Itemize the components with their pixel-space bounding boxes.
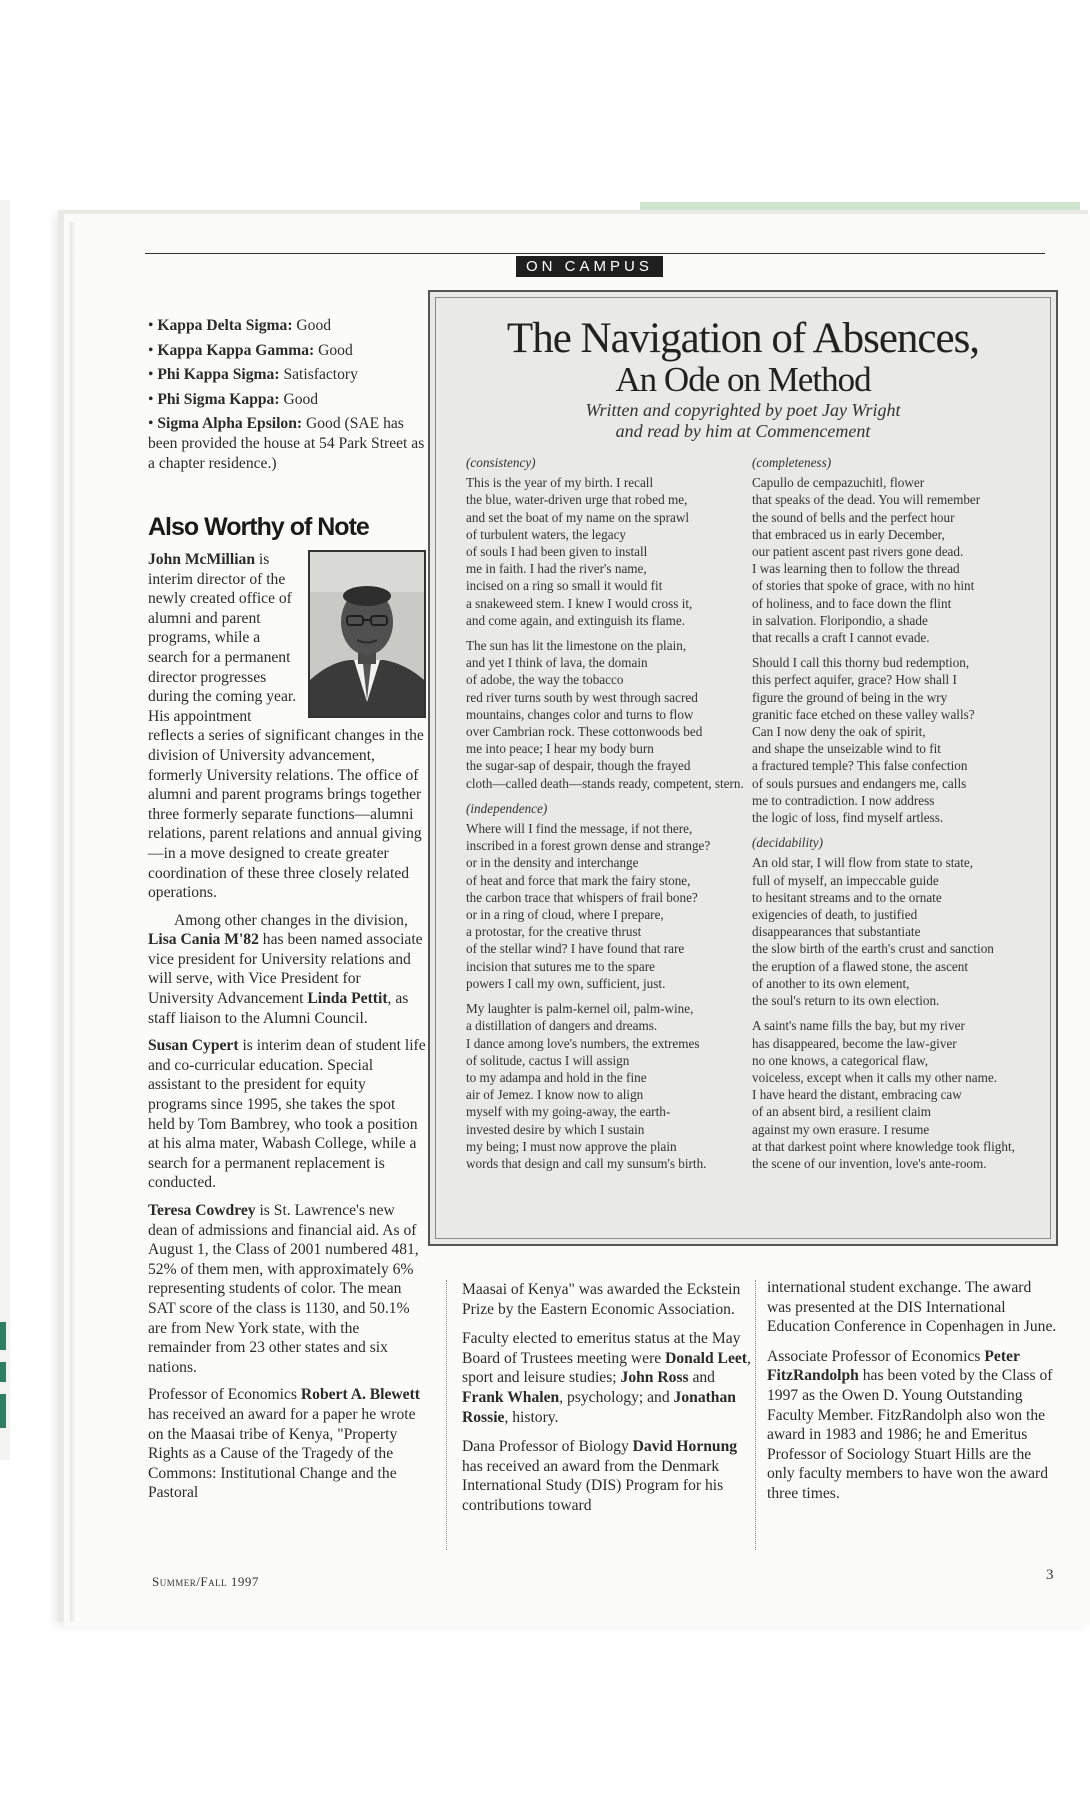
column-divider <box>446 1280 447 1550</box>
left-column <box>148 316 428 1502</box>
stanza-heading: (independence) <box>466 800 548 816</box>
column-divider <box>755 1280 756 1550</box>
stanza: A saint's name fills the bay, but my river has disappeared, become the law-giver no one knows, a categorical flaw, voiceless, except when it calls my other name. I have heard the distant, embracing caw of an absent bird, a resilient claim against my own erasure. I resume at that darkest point where knowledge took flight, the scene of our invention, love's ante-room. <box>752 1018 1015 1171</box>
poem-credit: Written and copyrighted by poet Jay Wright and read by him at Commencement <box>585 400 901 441</box>
paragraph: Dana Professor of Biology David Hornung has received an award from the Denmark International Study (DIS) Program for his contributions toward <box>462 1438 738 1514</box>
section-tag: ON CAMPUS <box>516 256 663 277</box>
also-worthy-body <box>148 550 426 1511</box>
stanza: This is the year of my birth. I recall the blue, water-driven urge that robed me, and set the boat of my name on the sprawl of turbulent waters, the legacy of souls I had been given to install me in faith. I had the river's name, incised on a ring so small it would fit a snakeweed stem. I knew I would cross it, and come again, and extinguish its flame. <box>466 475 693 628</box>
poem-subtitle: An Ode on Method <box>615 360 871 399</box>
person-photo-icon <box>310 552 424 716</box>
stanza-heading: (decidability) <box>752 835 824 851</box>
chapter-ratings-list <box>148 316 428 473</box>
stanza: An old star, I will flow from state to state, full of myself, an impeccable guide to hesitant streams and to the ornate exigencies of death, to justified disappearances that substantiate the slow birth of the earth's crust and sanction the eruption of a flawed stone, the ascent of another to its own element, the soul's return to its own election. <box>752 855 994 1009</box>
paragraph: Associate Professor of Economics Peter FitzRandolph has been voted by the Class of 1997 as the Owen D. Young Outstanding Faculty Member. FitzRandolph also won the award in 1983 and 1986; he and Emeritus Professor of Sociology Stuart Hills are the only faculty members to have won the award three times. <box>767 1347 1053 1502</box>
footer-issue: Summer/Fall 1997 <box>152 1574 259 1589</box>
portrait-photo <box>308 550 426 718</box>
page-number: 3 <box>1046 1567 1054 1583</box>
paragraph: John McMillian is interim director of the newly created office of alumni and parent programs, while a search for a permanent director progresses during the coming year. His appointment reflects a series of significant changes in the division of University advancement, formerly University relations. The office of alumni and parent programs brings together three formerly separate functions—alumni relations, parent relations and annual giving—in a move designed to create greater coordination of these three closely related operations. <box>148 551 424 902</box>
poem-box <box>428 290 1058 1246</box>
scan-green-edge <box>640 202 1080 214</box>
stanza: The sun has lit the limestone on the plain, and yet I think of lava, the domain of adobe, the way the tobacco red river turns south by west through sacred mountains, changes color and turns to flow over Cambrian rock. These cottonwoods bed me into peace; I hear my body burn the sugar-sap of despair, though the frayed cloth—called death—stands ready, competent, stern. <box>466 638 744 791</box>
top-rule <box>145 253 1045 254</box>
stanza: My laughter is palm-kernel oil, palm-wine, a distillation of dangers and dreams. I dance among love's numbers, the extremes of solitude, cactus I will assign to my adampa and hold in the fine air of Jemez. I know now to align myself with my going-away, the earth- invested desire by which I sustain my being; I must now approve the plain words that design and call my sunsum's birth. <box>466 1001 707 1171</box>
list-item: • Kappa Delta Sigma: Good <box>148 317 332 334</box>
scanner-edge <box>0 200 10 1460</box>
paragraph: Susan Cypert is interim dean of student life and co-curricular education. Special assistant to the president for equity programs since 1995, she takes the spot held by Tom Bambrey, who took a position at his alma mater, Wabash College, while a search for a permanent replacement is conducted. <box>148 1037 426 1192</box>
section-heading: Also Worthy of Note <box>148 513 369 541</box>
scanner-mark <box>0 1322 6 1350</box>
list-item: • Phi Sigma Kappa: Good <box>148 390 319 408</box>
stanza: Where will I find the message, if not there, inscribed in a forest grown dense and strange? or in the density and interchange of heat and force that mark the fairy stone, the carbon trace that whispers of frail bone? or in a ring of cloud, where I prepare, a protostar, for the creative thrust of the stellar wind? I have found that rare incision that sutures me to the spare powers I call my own, sufficient, just. <box>466 821 711 991</box>
list-item: • Kappa Kappa Gamma: Good <box>148 341 353 359</box>
poem-title: The Navigation of Absences, <box>506 315 980 362</box>
paragraph: Professor of Economics Robert A. Blewett has received an award for a paper he wrote on the Maasai tribe of Kenya, "Property Rights as a Cause of the Tragedy of the Commons: Institutional Change and the Pastoral <box>148 1386 420 1502</box>
list-item: • Phi Kappa Sigma: Satisfactory <box>148 366 358 384</box>
stanza-heading: (consistency) <box>466 455 536 470</box>
stanza-heading: (completeness) <box>752 455 832 470</box>
paragraph: Among other changes in the division, Lisa Cania M'82 has been named associate vice president for University relations and will serve, with Vice President for University Advancement Linda Pettit, as staff liaison to the Alumni Council. <box>148 911 423 1027</box>
paragraph: Teresa Cowdrey is St. Lawrence's new dean of admissions and financial aid. As of August 1, the Class of 2001 numbered 481, 52% of them men, with approximately 6% representing students of color. The mean SAT score of the class is 1130, and 50.1% are from New York state, with the remainder from 23 other states and six nations. <box>148 1202 419 1376</box>
paragraph: Faculty elected to emeritus status at the May Board of Trustees meeting were Donald Leet, sport and leisure studies; John Ross and Frank Whalen, psychology; and Jonathan Rossie, history. <box>462 1330 751 1426</box>
paragraph: international student exchange. The award was presented at the DIS International Education Conference in Copenhagen in June. <box>767 1279 1057 1336</box>
middle-column <box>462 1280 752 1526</box>
poem-right-column <box>752 454 1052 1180</box>
stanza: Should I call this thorny bud redemption, this perfect aquifer, grace? How shall I figure the ground of being in the wry granitic face etched on these valley walls? Can I now deny the oak of spirit, and shape the unseizable wind to fit a fractured temple? This false confection of souls pursues and endangers me, calls me to contradiction. I now address the logic of loss, find myself artless. <box>752 655 975 826</box>
right-column <box>767 1278 1057 1514</box>
scanner-mark <box>0 1362 6 1382</box>
page-edge <box>70 222 76 1622</box>
scanner-mark <box>0 1394 6 1428</box>
poem-left-column <box>466 454 756 1180</box>
paragraph: Maasai of Kenya" was awarded the Eckstein Prize by the Eastern Economic Association. <box>462 1281 741 1318</box>
list-item: • Sigma Alpha Epsilon: Good (SAE has been provided the house at 54 Park Street as a chapter residence.) <box>148 415 425 472</box>
stanza: Capullo de cempazuchitl, flower that speaks of the dead. You will remember the sound of bells and the perfect hour that embraced us in early December, our patient ascent past rivers gone dead. I was learning then to follow the thread of stories that spoke of grace, with no hint of holiness, and to face down the flint in salvation. Floripondio, a shade that recalls a craft I cannot evade. <box>752 475 981 646</box>
